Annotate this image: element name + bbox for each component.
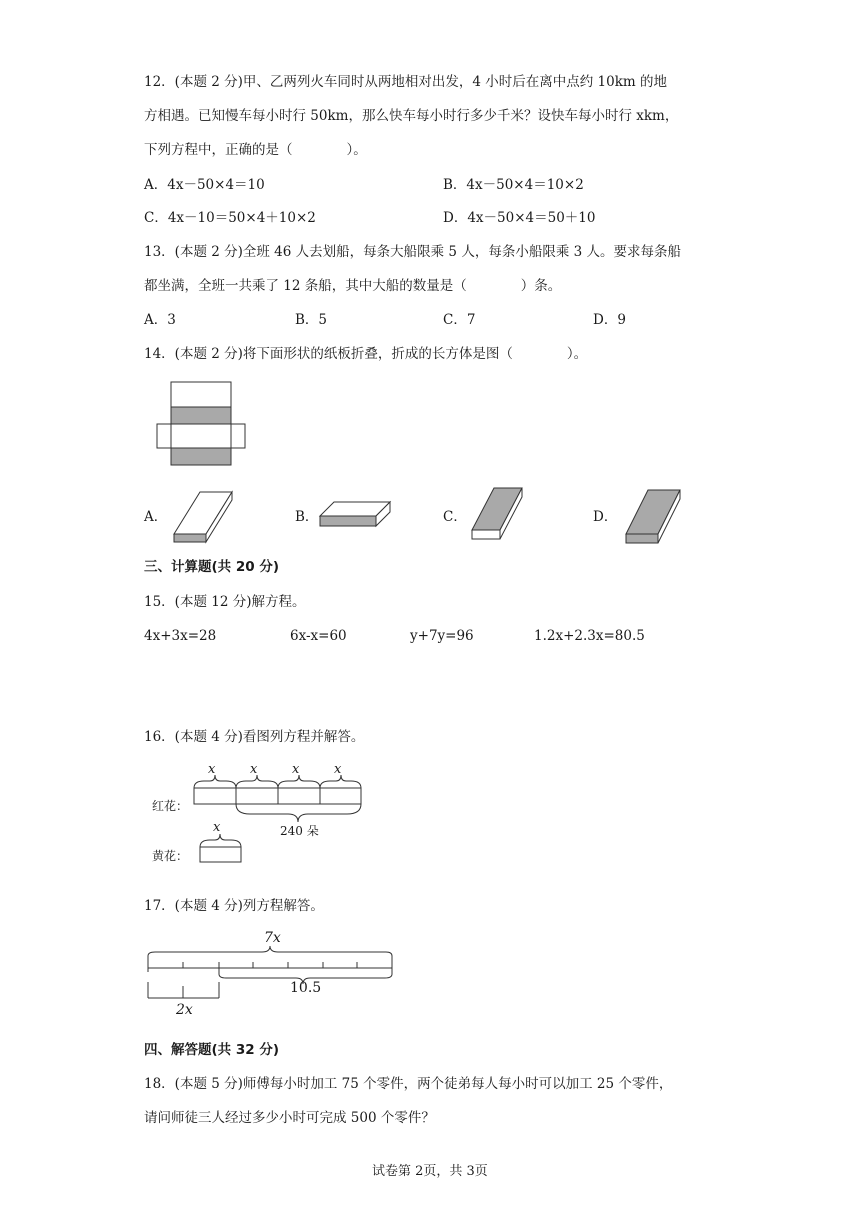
- q13-option-a: A．3: [144, 312, 176, 328]
- label-10-5: 10.5: [290, 980, 322, 996]
- q12-line1: 12．(本题 2 分)甲、乙两列火车同时从两地相对出发，4 小时后在离中点约 10km 的地: [144, 74, 668, 90]
- q15-line1: 15．(本题 12 分)解方程。: [144, 594, 306, 610]
- total-label: 240 朵: [280, 824, 319, 838]
- q14-option-a: A．: [144, 509, 168, 525]
- red-var-label-4: x: [334, 762, 342, 777]
- section-4-heading: 四、解答题(共 32 分): [144, 1042, 280, 1058]
- q13-line2: 都坐满，全班一共乘了 12 条船，其中大船的数量是（ ）条。: [144, 278, 562, 294]
- page-footer: 试卷第 2页，共 3页: [372, 1164, 488, 1179]
- section-3-heading: 三、计算题(共 20 分): [144, 559, 280, 575]
- q18-line1: 18．(本题 5 分)师傅每小时加工 75 个零件，两个徒弟每人每小时可以加工 25 个零件，: [144, 1076, 673, 1092]
- q14-option-d: D．: [593, 509, 618, 525]
- q12-line3: 下列方程中，正确的是（ ）。: [144, 142, 367, 158]
- q12-line2: 方相遇。已知慢车每小时行 50km，那么快车每小时行多少千米？设快车每小时行 xkm，: [144, 108, 679, 124]
- q14-option-b: B．: [295, 509, 319, 525]
- q16-line1: 16．(本题 4 分)看图列方程并解答。: [144, 729, 365, 745]
- q13-option-b: B．5: [295, 312, 328, 328]
- q15-equation-1: 4x+3x=28: [144, 628, 217, 644]
- yellow-var-label: x: [213, 820, 221, 835]
- q12-option-a: A．4x－50×4＝10: [144, 177, 265, 193]
- q18-line2: 请问师徒三人经过多少小时可完成 500 个零件？: [144, 1110, 435, 1126]
- label-7x: 7x: [264, 930, 281, 946]
- label-2x: 2x: [176, 1002, 193, 1018]
- q15-equation-3: y+7y=96: [410, 628, 474, 644]
- q17-line1: 17．(本题 4 分)列方程解答。: [144, 898, 324, 914]
- yellow-flower-label: 黄花：: [152, 849, 189, 863]
- q12-option-b: B．4x－50×4＝10×2: [443, 177, 584, 193]
- red-var-label-1: x: [208, 762, 216, 777]
- red-var-label-2: x: [250, 762, 258, 777]
- q13-option-d: D．9: [593, 312, 626, 328]
- q13-option-c: C．7: [443, 312, 476, 328]
- q15-equation-2: 6x-x=60: [290, 628, 347, 644]
- q12-option-d: D．4x－50×4＝50＋10: [443, 210, 596, 226]
- red-flower-label: 红花：: [152, 799, 189, 813]
- q14-line1: 14．(本题 2 分)将下面形状的纸板折叠，折成的长方体是图（ ）。: [144, 346, 588, 362]
- red-var-label-3: x: [292, 762, 300, 777]
- q15-equation-4: 1.2x+2.3x=80.5: [534, 628, 645, 644]
- q13-line1: 13．(本题 2 分)全班 46 人去划船，每条大船限乘 5 人，每条小船限乘 3 人。要求每条船: [144, 244, 681, 260]
- q14-option-c: C．: [443, 509, 467, 525]
- top-brace-7x: [148, 946, 392, 962]
- q12-option-c: C．4x－10＝50×4＋10×2: [144, 210, 316, 226]
